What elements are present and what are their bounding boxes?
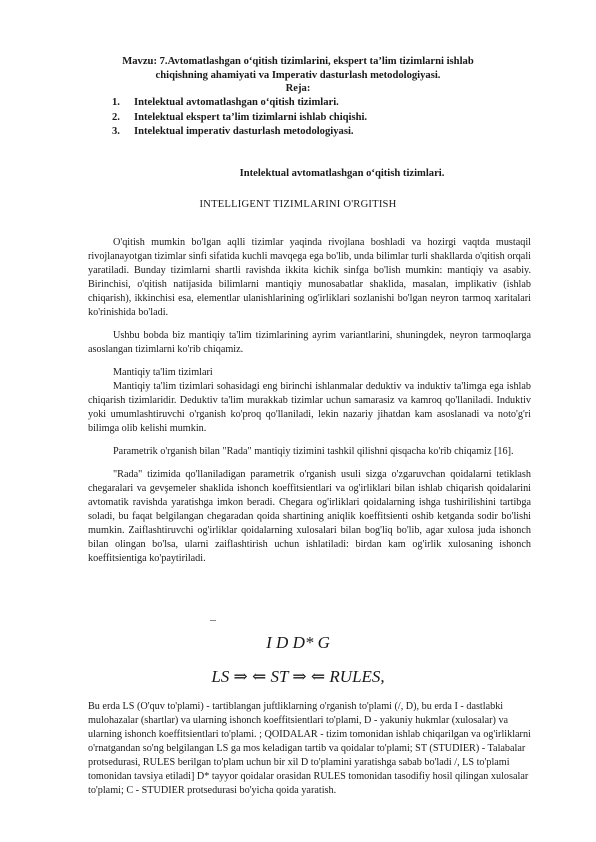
plan-item-text: Intelektual imperativ dasturlash metodologiyasi. [134, 126, 354, 137]
stray-mark [210, 620, 216, 621]
plan-item [112, 96, 367, 111]
plan-item-text: Intelektual avtomatlashgan o‘qitish tizimlari. [134, 97, 339, 108]
topic-heading: Mavzu: 7.Avtomatlashgan o‘qitish tizimlarini, ekspert ta’lim tizimlarni ishlab chiqishning ahamiyati va Imperativ dasturlash metodologiyasi. [122, 56, 474, 81]
formula-line-1: I D D* G [266, 633, 330, 652]
paragraph-heading: Mantiqiy ta'lim tizimlari [113, 367, 213, 378]
paragraph: O'qitish mumkin bo'lgan aqlli tizimlar yaqinda rivojlana boshladi va hozirgi vaqtda mustaqil rivojlanayotgan tizimlar sinfi sifatida kuchli mavqega ega bo'lib, unda bilimlar turli shakllarda o'qitish orqali yaratiladi. Bunday tizimlarni shartli ravishda ikkita kichik sinfga bo'lish mumkin: mantiqiy va asabiy. Birinchisi, o'qitish natijasida bilimlarni mantiqiy munosabatlar shaklida, masalan, implikativ (ishlab chiqarish), ikkinchisi esa, elementlar ulanishlarining og'irliklari sozlanishi bo'lgan neyron tarmoq xaritalari ko'rinishida bo'ladi. [88, 237, 531, 318]
plan-item [112, 111, 367, 126]
plan-list [112, 96, 367, 140]
section-subtitle: INTELLIGENT TIZIMLARINI O'RGITISH [199, 199, 397, 210]
formula-explanation: Bu erda LS (O'quv to'plami) - tartiblangan juftliklarning o'rganish to'plami (/, D), bu erda I - dastlabki mulohazalar (shartlar) va ularning ishonch koeffitsientlari to'plami, D - yakuniy hukmlar (xulosalar) va ularning ishonch koeffitsientlari to'plami. ; QOIDALAR - tizim tomonidan ishlab chiqarilgan va og'irliklarni o'rnatgandan so'ng belgilangan LS ga mos keladigan tartib va qoidalar to'plami; ST (STUDIER) - Talabalar protsedurasi, RULES berilgan to'plam uchun bir xil D to'plamini yaratishga sabab bo'ladi /, LS to'plami tomonidan tavsiya etiladi] D* tayyor qoidalar orasidan RULES tomonidan tasodifiy hosil qilingan xulosalar to'plami; C - STUDIER protsedurasi bo'yicha qoida yaratish. [88, 701, 531, 796]
paragraph: Mantiqiy ta'lim tizimlari sohasidagi eng birinchi ishlanmalar deduktiv va induktiv ta'limga ega ishlab chiqarish tizimlaridir. Deduktiv ta'lim murakkab tizimlar uchun samarasiz va kamroq qo'llaniladi. Induktiv yoki umumlashtiruvchi o'rganish ko'proq qo'llaniladi, lekin nazariy jihatdan kam asoslanadi va noto'g'ri bilimga olib kelishi mumkin. [88, 381, 531, 434]
plan-item-number: 3. [112, 126, 120, 137]
section-title: Intelektual avtomatlashgan o‘qitish tizimlari. [239, 168, 445, 179]
plan-title: Reja: [285, 83, 311, 94]
paragraph: "Rada" tizimida qo'llaniladigan parametrik o'rganish usuli sizga o'zgaruvchan qoidalarni tetiklash chegaralari va gevşemeler shaklida ishonch koeffitsientlari va og'irliklari bilan ishlab chiqarish qoidalarini avtomatik ravishda yaratishga imkon beradi. Chegara og'irliklari qoidalarning ishga tushirilishini tartibga soladi, bu faqat belgilangan chegaradan qoida shartining aniqlik koeffitsienti oshib ketganda sodir bo'lishi mumkin. Zaiflashtiruvchi og'irliklar qoidalarning xulosalari bilan bog'liq bo'lib, agar xulosa juda ishonch bilan olingan bo'lsa, ularni zaiflashtirish uchun ishlatiladi: birdan kam og'irlik xulosaning ishonch koeffitsientiga ko'paytiriladi. [88, 469, 531, 564]
plan-item [112, 125, 367, 140]
paragraph: Parametrik o'rganish bilan "Rada" mantiqiy tizimini tashkil qilishni qisqacha ko'rib chiqamiz [16]. [113, 446, 514, 457]
plan-item-text: Intelektual ekspert ta’lim tizimlarni ishlab chiqishi. [134, 111, 368, 123]
body-text [88, 236, 531, 575]
plan-item-number: 1. [112, 97, 120, 108]
paragraph: Ushbu bobda biz mantiqiy ta'lim tizimlarining ayrim variantlarini, shuningdek, neyron tarmoqlarga asoslangan tizimlarni ko'rib chiqamiz. [88, 330, 531, 355]
formula-line-2: LS ⇒ ⇐ ST ⇒ ⇐ RULES, [211, 667, 385, 686]
plan-item-number: 2. [112, 111, 120, 123]
